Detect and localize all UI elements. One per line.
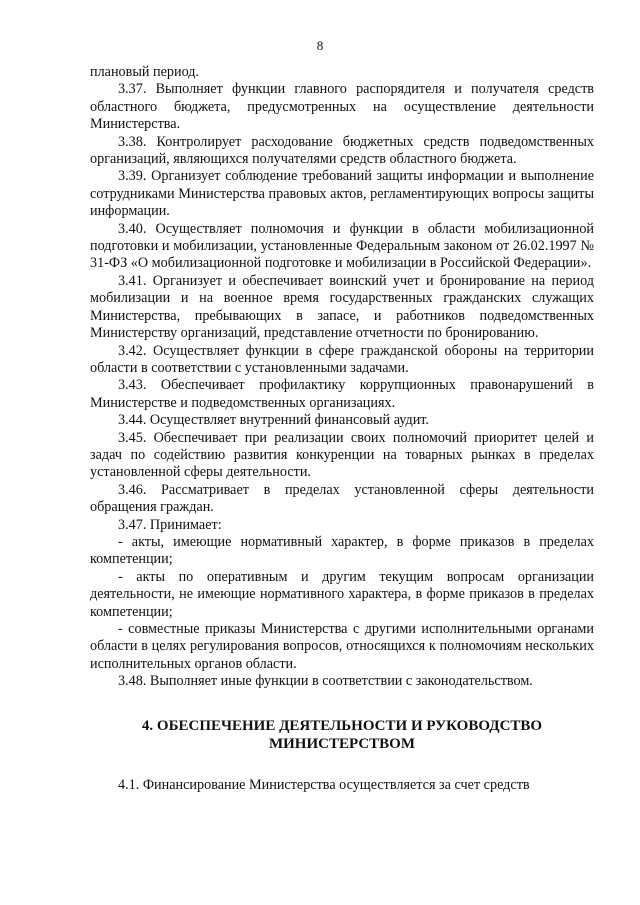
paragraph-3-46: 3.46. Рассматривает в пределах установленной сферы деятельности обращения граждан. (90, 481, 594, 516)
list-item-normative-acts: - акты, имеющие нормативный характер, в форме приказов в пределах компетенции; (90, 533, 594, 568)
section-heading-line-1: 4. ОБЕСПЕЧЕНИЕ ДЕЯТЕЛЬНОСТИ И РУКОВОДСТВО (141, 717, 543, 734)
document-body (90, 64, 594, 794)
paragraph-3-42: 3.42. Осуществляет функции в сфере гражданской обороны на территории области в соответствии с установленными задачами. (90, 342, 594, 376)
paragraph-3-47: 3.47. Принимает: (118, 516, 222, 533)
paragraph-3-45: 3.45. Обеспечивает при реализации своих полномочий приоритет целей и задач по содействию развития конкуренции на товарных рынках в пределах установленной сферы деятельности. (90, 429, 594, 481)
paragraph-continuation: плановый период. (90, 64, 200, 80)
list-item-joint-orders: - совместные приказы Министерства с другими исполнительными органами области в целях регулирования вопросов, относящихся к полномочиям нескольких исполнительных органов области. (90, 621, 594, 672)
list-item-operational-acts: - акты по оперативным и другим текущим вопросам организации деятельности, не имеющие нормативного характера, в форме приказов в пределах компетенции; (90, 568, 594, 620)
paragraph-3-48: 3.48. Выполняет иные функции в соответствии с законодательством. (118, 673, 533, 690)
paragraph-3-44: 3.44. Осуществляет внутренний финансовый аудит. (118, 412, 429, 429)
paragraph-3-43: 3.43. Обеспечивает профилактику коррупционных правонарушений в Министерстве и подведомственных организациях. (90, 377, 594, 411)
page-number: 8 (316, 38, 324, 53)
paragraph-3-40: 3.40. Осуществляет полномочия и функции в области мобилизационной подготовки и мобилизации, установленные Федеральным законом от 26.02.1997 № 31-ФЗ «О мобилизационной подготовке и мобилизации в Российской Федерации». (90, 220, 594, 272)
paragraph-3-37: 3.37. Выполняет функции главного распорядителя и получателя средств областного бюджета, предусмотренных на осуществление деятельности Министерства. (90, 81, 594, 133)
paragraph-3-41: 3.41. Организует и обеспечивает воинский учет и бронирование на период мобилизации и на военное время государственных гражданских служащих Министерства, пребывающих в запасе, и работников подведомственных Министерству организаций, представление отчетности по бронированию. (90, 272, 594, 342)
section-heading-line-2: МИНИСТЕРСТВОМ (268, 735, 415, 752)
paragraph-3-39: 3.39. Организует соблюдение требований защиты информации и выполнение сотрудниками Министерства правовых актов, регламентирующих вопросы защиты информации. (90, 168, 594, 220)
paragraph-3-38: 3.38. Контролирует расходование бюджетных средств подведомственных организаций, являющихся получателями средств областного бюджета. (90, 133, 594, 168)
section-heading (90, 717, 594, 753)
paragraph-4-1: 4.1. Финансирование Министерства осуществляется за счет средств (118, 776, 530, 793)
